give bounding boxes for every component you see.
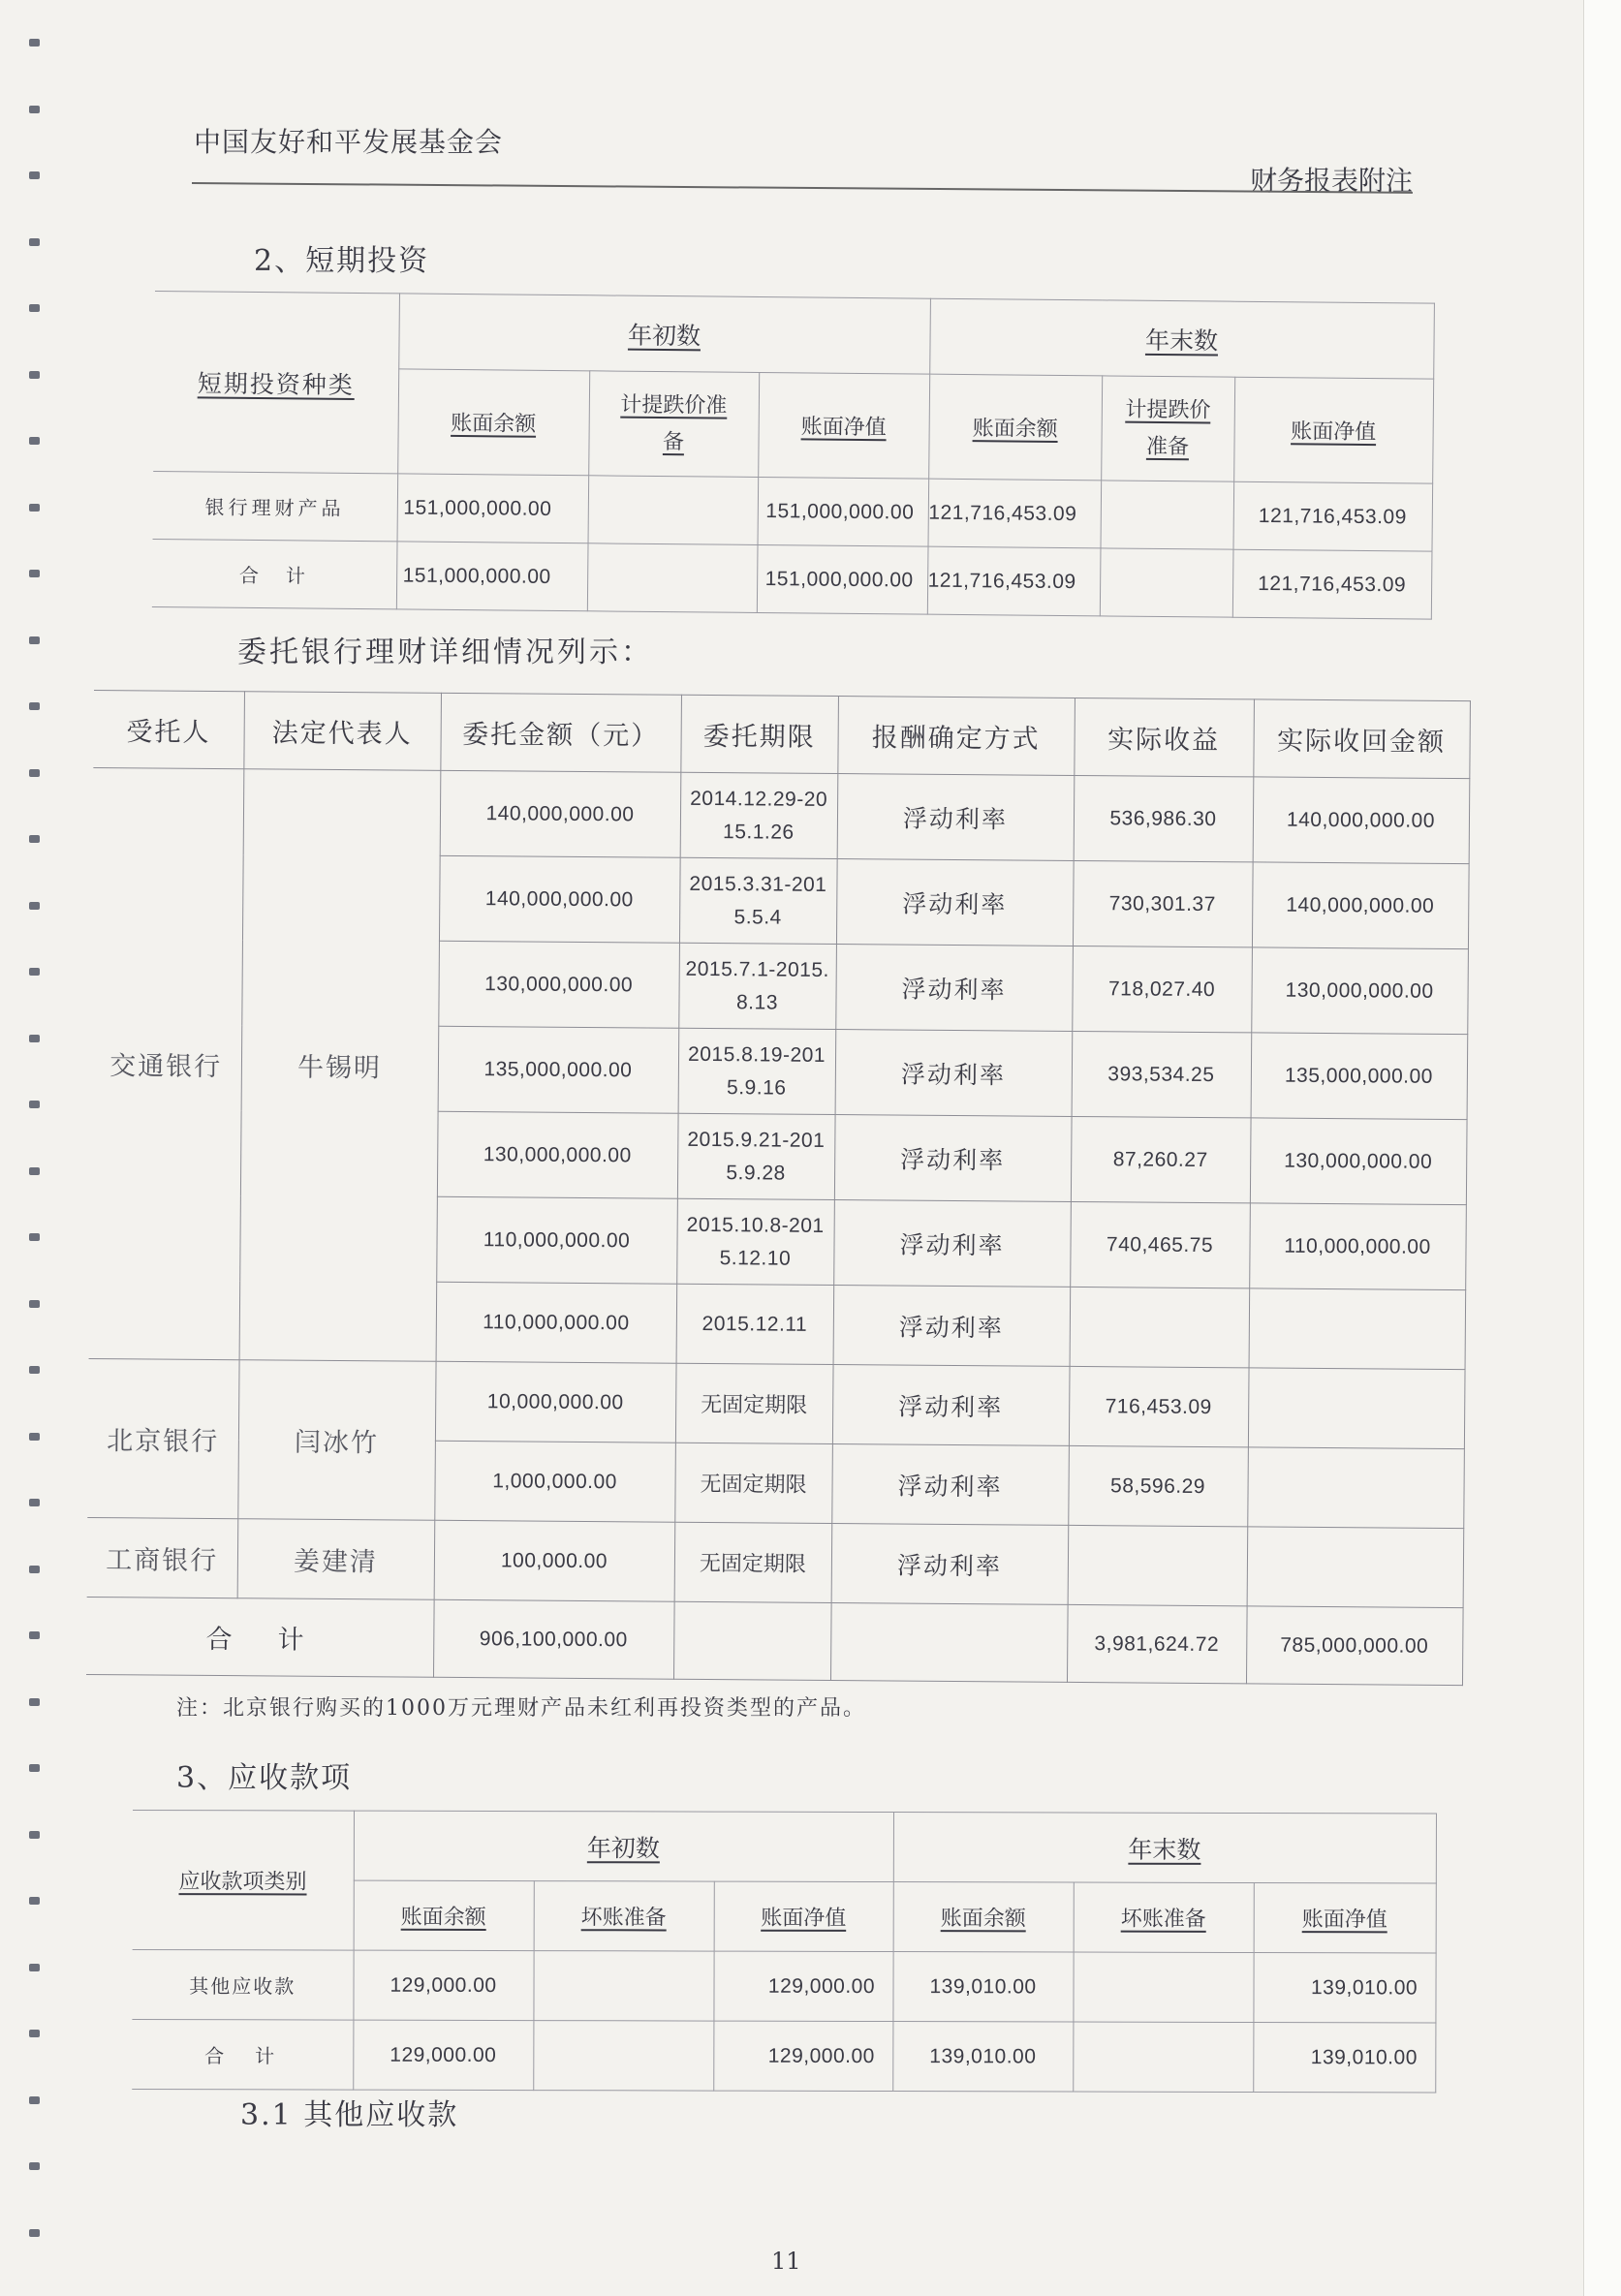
binding-hole (29, 2229, 40, 2237)
recovered-cell: 130,000,000.00 (1250, 1118, 1467, 1205)
group-year-end: 年末数 (929, 298, 1434, 379)
binding-hole (29, 1366, 40, 1374)
table-row (93, 767, 1470, 863)
receivables-table (132, 1810, 1436, 2094)
header-legal-rep: 法定代表人 (243, 692, 441, 771)
recovered-cell (1249, 1288, 1466, 1370)
income-cell: 58,596.29 (1068, 1445, 1248, 1526)
binding-hole (29, 1897, 40, 1905)
recovered-cell: 140,000,000.00 (1253, 777, 1470, 864)
cell: 151,000,000.00 (396, 542, 588, 611)
header-recovered: 实际收回金额 (1253, 699, 1470, 779)
amount-cell: 140,000,000.00 (439, 855, 680, 943)
amount-cell: 100,000.00 (434, 1520, 675, 1601)
term-cell: 2015.12.11 (676, 1284, 834, 1364)
binding-hole (29, 1764, 40, 1772)
amount-cell: 1,000,000.00 (434, 1441, 675, 1522)
binding-hole (29, 1433, 40, 1441)
method-cell: 浮动利率 (837, 774, 1075, 861)
cell (1100, 548, 1233, 617)
cell (1073, 1952, 1253, 2022)
amount-cell: 130,000,000.00 (437, 1111, 678, 1198)
sub-header: 账面余额 (893, 1882, 1074, 1952)
sub-header: 账面净值 (1233, 377, 1433, 483)
cell: 129,000.00 (713, 2021, 892, 2091)
sub-header: 账面余额 (928, 374, 1102, 481)
cell (588, 476, 759, 545)
sub-header: 计提跌价准备 (1101, 376, 1234, 481)
sub-header: 账面余额 (397, 369, 589, 476)
recovered-cell: 110,000,000.00 (1249, 1203, 1466, 1290)
recovered-cell (1247, 1527, 1464, 1608)
table-row (132, 1949, 1435, 2023)
binding-hole (29, 2030, 40, 2037)
cell (673, 1601, 831, 1680)
binding-hole (29, 371, 40, 379)
header-org: 中国友好和平发展基金会 (194, 126, 504, 158)
amount-cell: 130,000,000.00 (438, 941, 679, 1028)
row-label: 合 计 (132, 2019, 353, 2090)
header-trustee: 受托人 (93, 691, 244, 769)
income-cell: 536,986.30 (1074, 775, 1254, 861)
row-label: 银行理财产品 (153, 471, 398, 541)
table-row (153, 471, 1433, 551)
method-cell: 浮动利率 (831, 1444, 1069, 1526)
amount-cell: 110,000,000.00 (436, 1282, 677, 1363)
section-2-title: 2、短期投资 (254, 244, 430, 278)
table-row (132, 2019, 1435, 2093)
method-cell: 浮动利率 (834, 1115, 1072, 1202)
cell: 121,716,453.09 (927, 546, 1101, 616)
legal-rep-cell: 牛锡明 (239, 769, 441, 1362)
method-cell: 浮动利率 (833, 1286, 1071, 1367)
method-cell: 浮动利率 (835, 945, 1073, 1032)
recovered-cell: 140,000,000.00 (1252, 862, 1469, 949)
binding-hole (29, 504, 40, 512)
method-cell: 浮动利率 (835, 1030, 1073, 1117)
recovered-cell (1248, 1368, 1465, 1449)
method-cell: 浮动利率 (833, 1200, 1071, 1288)
cell: 129,000.00 (353, 1950, 533, 2020)
term-cell: 无固定期限 (674, 1522, 832, 1602)
cell (587, 543, 758, 613)
col-receivable-type: 应收款项类别 (133, 1811, 354, 1951)
sub-header: 坏账准备 (534, 1881, 714, 1951)
cell (1073, 2022, 1253, 2092)
trustee-cell: 北京银行 (87, 1358, 238, 1518)
trustee-cell: 交通银行 (89, 767, 244, 1359)
table-row (87, 1517, 1464, 1607)
income-cell: 87,260.27 (1071, 1116, 1251, 1202)
binding-hole (29, 1964, 40, 1971)
cell: 151,000,000.00 (397, 474, 589, 543)
term-cell: 2014.12.29-2015.1.26 (680, 772, 838, 858)
binding-hole (29, 1631, 40, 1639)
cell: 151,000,000.00 (757, 544, 928, 614)
header-amount: 委托金额（元） (440, 693, 681, 772)
term-cell: 无固定期限 (674, 1443, 832, 1523)
income-cell (1068, 1525, 1248, 1605)
cell (1101, 481, 1234, 549)
sub-header: 账面净值 (1254, 1883, 1436, 1953)
income-cell: 393,534.25 (1072, 1031, 1252, 1117)
legal-rep-cell: 姜建清 (237, 1519, 435, 1600)
short-term-investment-table (152, 291, 1435, 620)
binding-hole (29, 1831, 40, 1839)
binding-hole (29, 1233, 40, 1241)
table-row (88, 1358, 1465, 1448)
trustee-cell: 工商银行 (87, 1517, 238, 1598)
term-cell: 无固定期限 (675, 1363, 833, 1443)
binding-hole (29, 902, 40, 910)
cell: 139,010.00 (892, 1952, 1073, 2022)
section-3-title: 3、应收款项 (176, 1761, 353, 1795)
binding-hole (29, 238, 40, 246)
binding-hole (29, 2162, 40, 2170)
term-cell: 2015.8.19-2015.9.16 (678, 1028, 836, 1114)
method-cell: 浮动利率 (836, 859, 1074, 946)
binding-hole (29, 437, 40, 445)
binding-hole (29, 636, 40, 644)
binding-hole (29, 1698, 40, 1706)
header-method: 报酬确定方式 (837, 697, 1075, 776)
cell: 121,716,453.09 (1232, 549, 1432, 619)
legal-rep-cell: 闫冰竹 (237, 1360, 435, 1521)
cell (533, 2021, 713, 2091)
method-cell: 浮动利率 (832, 1365, 1070, 1446)
cell: 129,000.00 (353, 2020, 533, 2090)
total-label: 合 计 (86, 1597, 434, 1677)
binding-hole (29, 304, 40, 312)
binding-hole (29, 1035, 40, 1042)
income-cell: 716,453.09 (1069, 1366, 1249, 1446)
cell: 121,716,453.09 (928, 479, 1102, 548)
cell: 151,000,000.00 (758, 477, 929, 546)
row-label: 合 计 (152, 539, 397, 608)
cell (533, 1951, 713, 2021)
row-label: 其他应收款 (132, 1949, 353, 2020)
binding-hole (29, 171, 40, 179)
cell: 139,010.00 (892, 2022, 1073, 2092)
binding-holes (29, 39, 43, 2267)
sub-header: 计提跌价准备 (588, 371, 759, 478)
income-cell: 718,027.40 (1072, 946, 1252, 1032)
binding-hole (29, 968, 40, 976)
sub-header: 账面净值 (758, 372, 929, 479)
binding-hole (29, 106, 40, 113)
recovered-cell (1247, 1447, 1464, 1529)
cell (830, 1603, 1068, 1683)
cell: 129,000.00 (713, 1951, 892, 2021)
col-investment-type: 短期投资种类 (153, 291, 399, 473)
group-year-begin: 年初数 (354, 1811, 893, 1881)
term-cell: 2015.7.1-2015.8.13 (678, 943, 836, 1029)
binding-hole (29, 769, 40, 777)
entrust-detail-table (86, 690, 1470, 1686)
amount-cell: 110,000,000.00 (436, 1196, 677, 1284)
recovered-cell: 135,000,000.00 (1251, 1033, 1468, 1120)
binding-hole (29, 1499, 40, 1506)
cell: 121,716,453.09 (1233, 481, 1433, 551)
binding-hole (29, 835, 40, 843)
amount-cell: 140,000,000.00 (440, 770, 681, 857)
header-doc-title: 财务报表附注 (1250, 165, 1414, 197)
binding-hole (29, 1167, 40, 1175)
recovered-cell: 130,000,000.00 (1251, 947, 1468, 1035)
header-income: 实际收益 (1074, 698, 1254, 776)
term-cell: 2015.3.31-2015.5.4 (679, 857, 837, 944)
group-year-end: 年末数 (893, 1813, 1436, 1883)
binding-hole (29, 1566, 40, 1573)
sub-header: 坏账准备 (1074, 1882, 1254, 1952)
cell: 139,010.00 (1253, 2023, 1435, 2093)
sub-header: 账面净值 (714, 1881, 893, 1951)
amount-cell: 135,000,000.00 (438, 1026, 679, 1113)
total-amount: 906,100,000.00 (433, 1599, 674, 1679)
paper-edge (1583, 0, 1621, 2296)
binding-hole (29, 39, 40, 47)
method-cell: 浮动利率 (831, 1524, 1069, 1605)
total-recovered: 785,000,000.00 (1246, 1606, 1463, 1686)
binding-hole (29, 2096, 40, 2104)
term-cell: 2015.10.8-2015.12.10 (676, 1198, 834, 1285)
total-income: 3,981,624.72 (1067, 1604, 1247, 1683)
binding-hole (29, 570, 40, 577)
page-number: 11 (771, 2248, 801, 2275)
binding-hole (29, 1101, 40, 1108)
sub-header: 账面余额 (354, 1880, 534, 1950)
group-year-begin: 年初数 (398, 294, 930, 374)
total-row (86, 1597, 1463, 1685)
entrust-title: 委托银行理财详细情况列示： (237, 636, 653, 669)
amount-cell: 10,000,000.00 (435, 1361, 676, 1443)
income-cell: 730,301.37 (1073, 860, 1253, 946)
term-cell: 2015.9.21-2015.9.28 (677, 1113, 835, 1199)
binding-hole (29, 1300, 40, 1308)
entrust-note: 注：北京银行购买的1000万元理财产品未红利再投资类型的产品。 (176, 1696, 866, 1721)
cell: 139,010.00 (1253, 1953, 1435, 2023)
section-3-1-title: 3.1 其他应收款 (240, 2098, 459, 2132)
table-row (152, 539, 1432, 619)
income-cell: 740,465.75 (1070, 1201, 1250, 1288)
income-cell (1070, 1287, 1250, 1367)
header-rule (192, 182, 1413, 194)
header-term: 委托期限 (680, 695, 838, 773)
binding-hole (29, 702, 40, 710)
